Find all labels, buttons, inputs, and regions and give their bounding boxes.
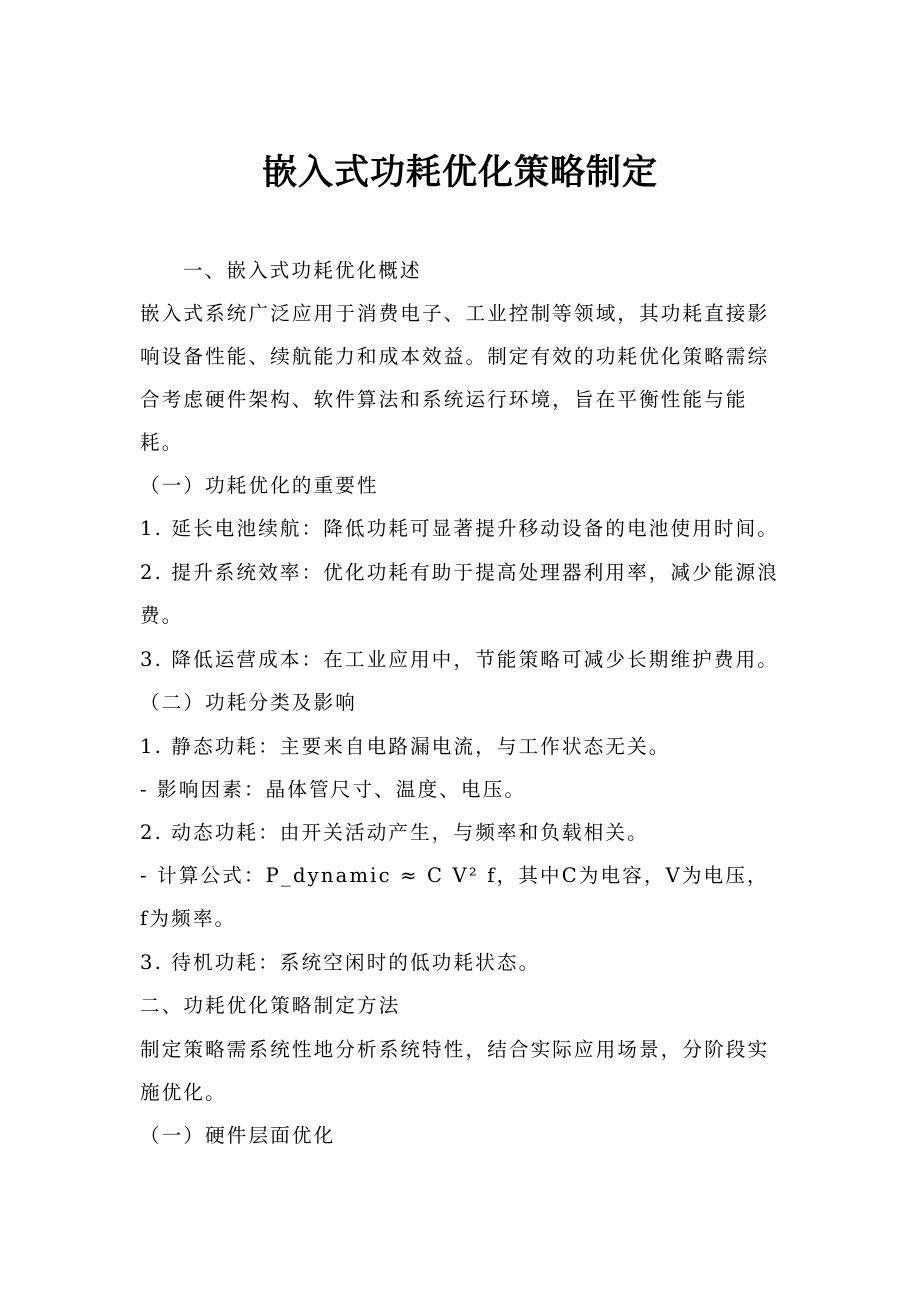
list-item: 3. 降低运营成本：在工业应用中，节能策略可减少长期维护费用。	[140, 648, 780, 671]
paragraph-line: 响设备性能、续航能力和成本效益。制定有效的功耗优化策略需综	[140, 345, 770, 368]
bullet-item-continuation: f为频率。	[140, 907, 237, 930]
paragraph-line: 合考虑硬件架构、软件算法和系统运行环境，旨在平衡性能与能	[140, 388, 748, 411]
list-item: 2. 动态功耗：由开关活动产生，与频率和负载相关。	[140, 821, 649, 844]
list-item-continuation: 费。	[140, 604, 184, 627]
bullet-item: - 计算公式：P_dynamic ≈ C V² f，其中C为电容，V为电压，	[140, 864, 769, 887]
paragraph-line: 施优化。	[140, 1081, 227, 1104]
subsection-heading: （一）硬件层面优化	[140, 1124, 336, 1147]
list-item: 1. 延长电池续航：降低功耗可显著提升移动设备的电池使用时间。	[140, 517, 780, 540]
paragraph-line: 耗。	[140, 431, 184, 454]
subsection-heading: （一）功耗优化的重要性	[140, 474, 379, 497]
section-heading: 二、功耗优化策略制定方法	[140, 994, 401, 1017]
subsection-heading: （二）功耗分类及影响	[140, 691, 358, 714]
paragraph-line: 嵌入式系统广泛应用于消费电子、工业控制等领域，其功耗直接影	[140, 302, 770, 325]
list-item: 1. 静态功耗：主要来自电路漏电流，与工作状态无关。	[140, 735, 671, 758]
paragraph-line: 制定策略需系统性地分析系统特性，结合实际应用场景，分阶段实	[140, 1038, 770, 1061]
section-heading: 一、嵌入式功耗优化概述	[183, 259, 422, 282]
list-item: 3. 待机功耗：系统空闲时的低功耗状态。	[140, 951, 541, 974]
list-item: 2. 提升系统效率：优化功耗有助于提高处理器利用率，减少能源浪	[140, 561, 780, 584]
bullet-item: - 影响因素：晶体管尺寸、温度、电压。	[140, 778, 527, 801]
document-title: 嵌入式功耗优化策略制定	[261, 153, 658, 193]
